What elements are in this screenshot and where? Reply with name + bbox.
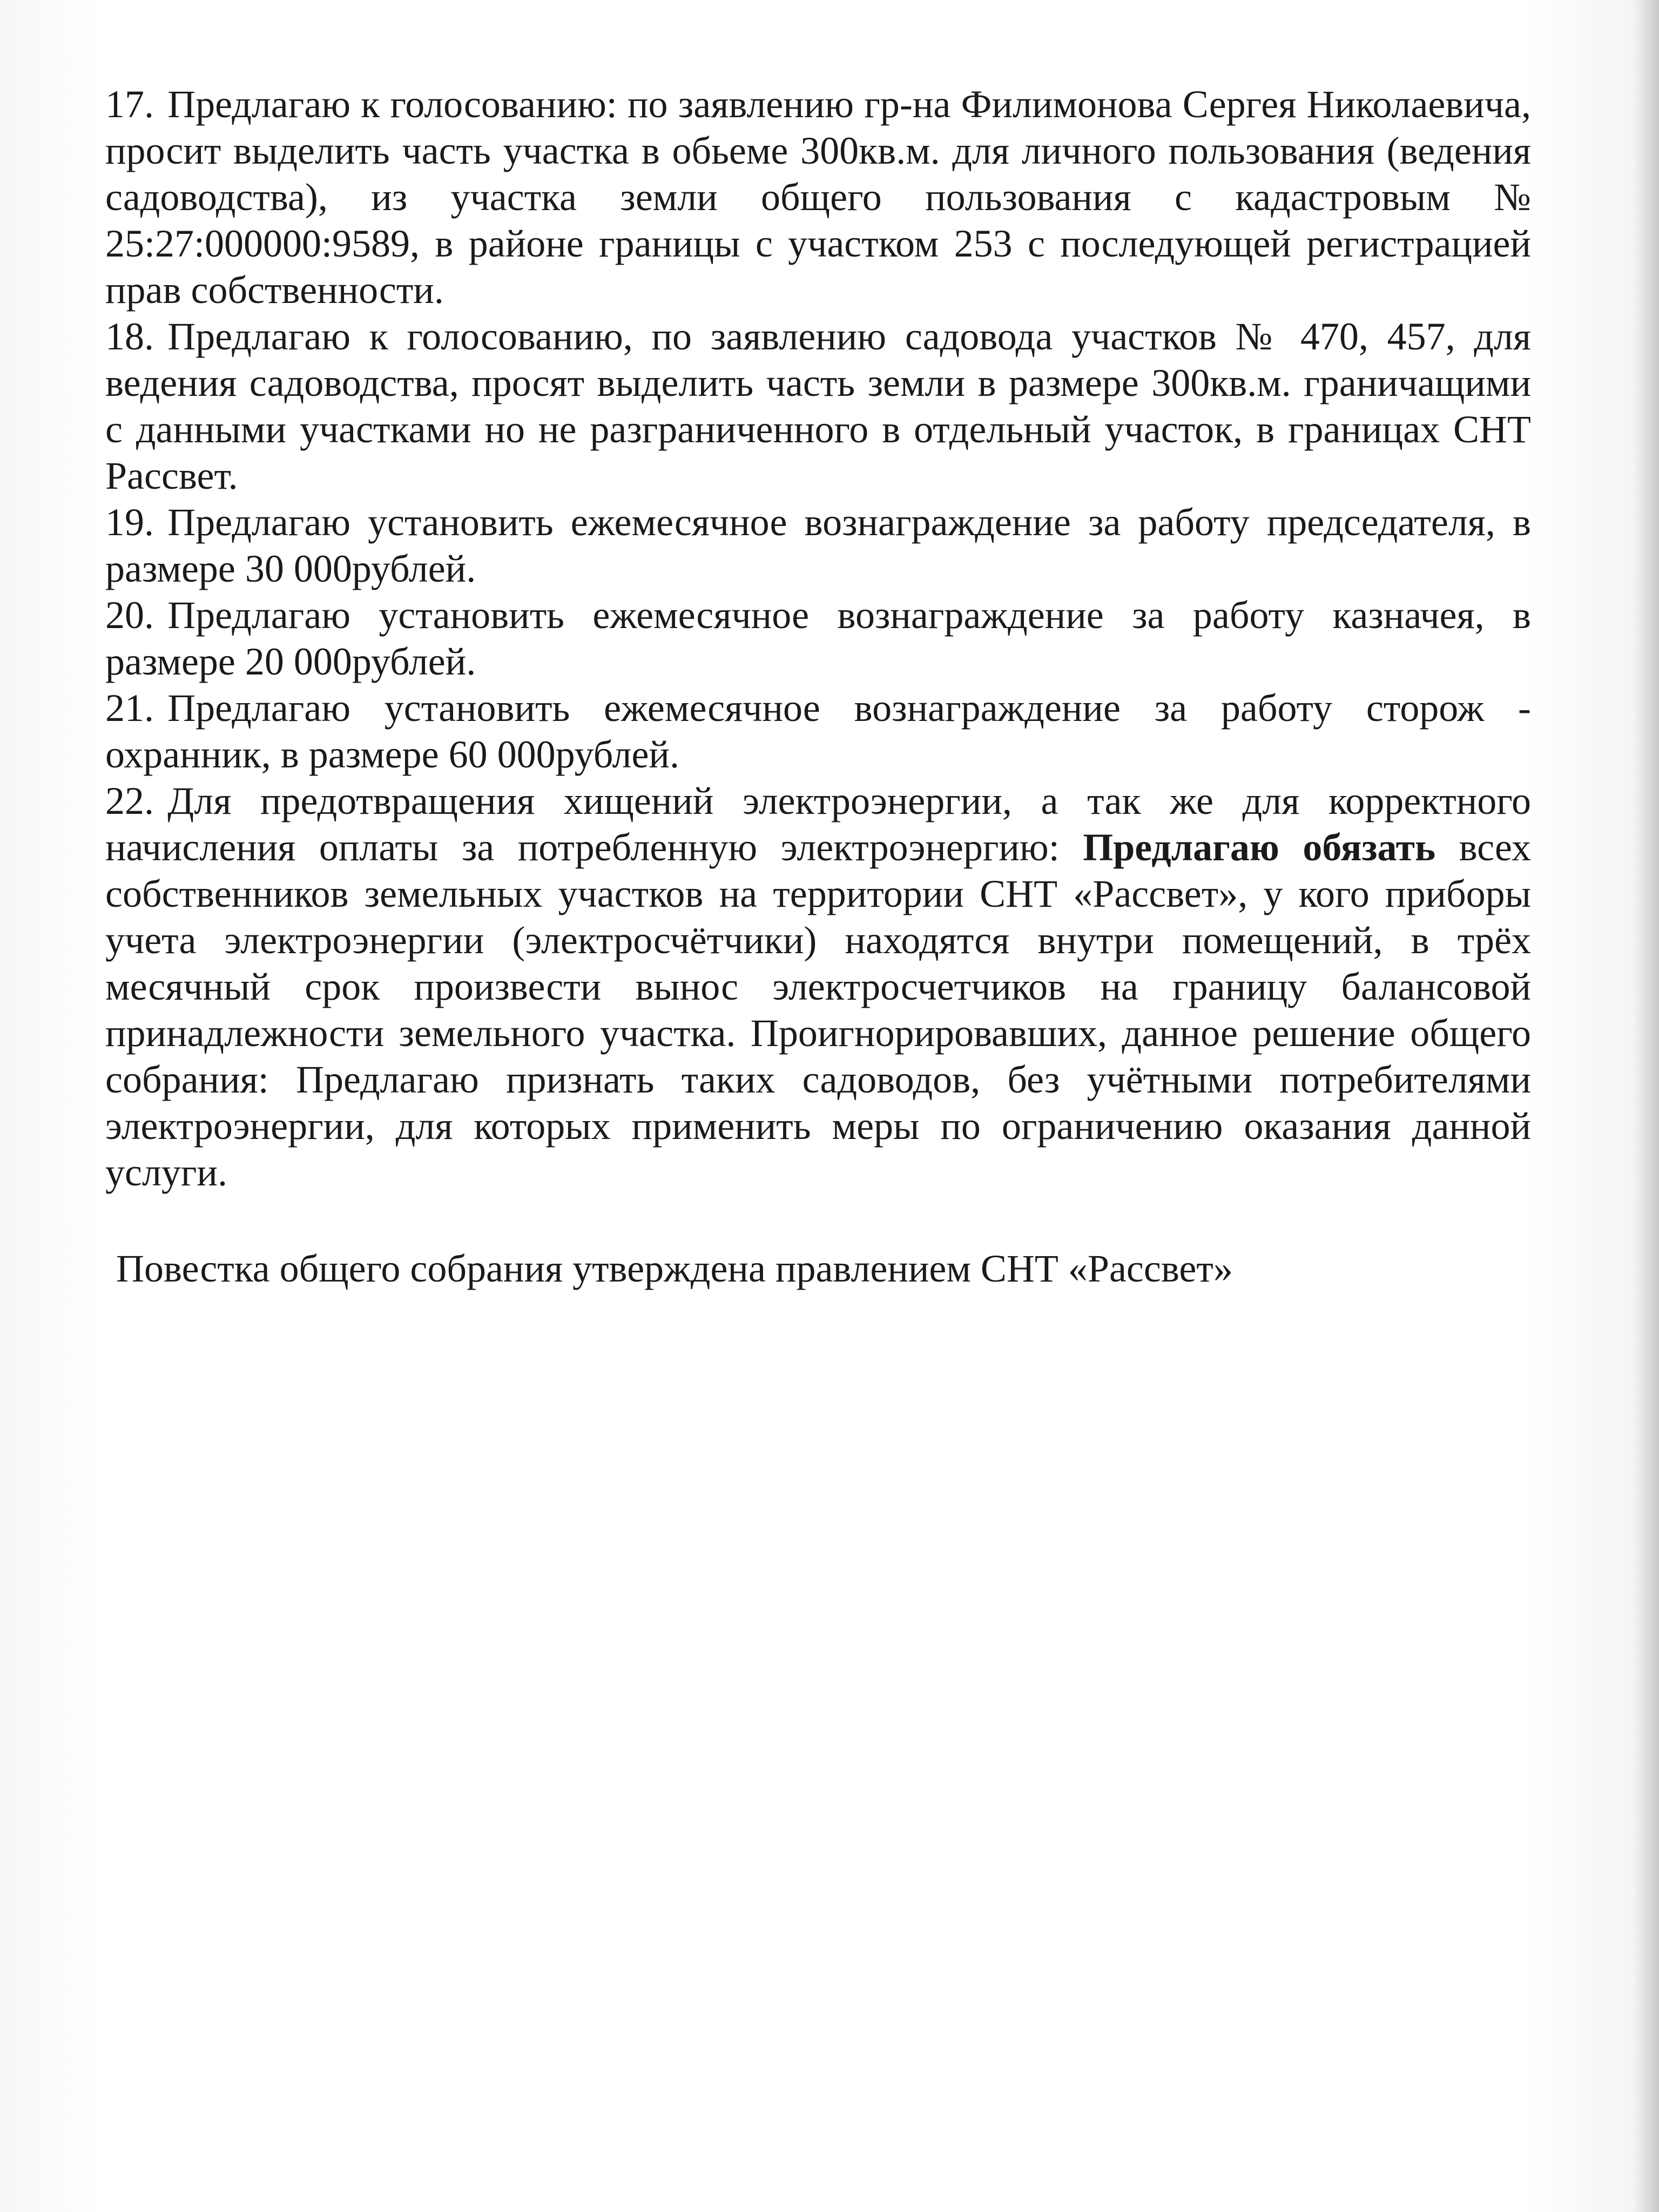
item-text: Предлагаю к голосованию: по заявлению гр-на Филимонова Сергея Николаевича, просит выделить часть участка в обьеме 300кв.м. для личного пользования (ведения садоводства), из участка земли общего пользования с кадастровым № 25:27:000000:9589, в районе границы с участком 253 с последующей регистрацией прав собственности. xyxy=(105,83,1531,312)
item-number: 22. xyxy=(105,779,154,822)
agenda-item-17 xyxy=(105,81,1531,313)
item-text-before: Для предотвращения хищений электроэнергии, а так же для корректного начисления оплаты за потребленную электроэнергию: xyxy=(105,779,1531,869)
item-text: Предлагаю к голосованию, по заявлению садовода участков № 470, 457, для ведения садоводства, просят выделить часть земли в размере 300кв.м. граничащими с данными участками но не разграниченного в отдельный участок, в границах СНТ Рассвет. xyxy=(105,315,1531,497)
agenda-item-22 xyxy=(105,778,1531,1196)
document-body xyxy=(105,81,1531,1292)
item-text: Предлагаю установить ежемесячное вознаграждение за работу председателя, в размере 30 000рублей. xyxy=(105,501,1531,590)
item-number: 19. xyxy=(105,501,154,544)
agenda-item-21 xyxy=(105,685,1531,778)
item-number: 17. xyxy=(105,83,154,126)
item-number: 18. xyxy=(105,315,154,358)
agenda-item-20 xyxy=(105,592,1531,685)
agenda-item-18 xyxy=(105,313,1531,499)
item-text-after: всех собственников земельных участков на территории СНТ «Рассвет», у кого приборы учета электроэнергии (электросчётчики) находятся внутри помещений, в трёх месячный срок произвести вынос электросчетчиков на границу балансовой принадлежности земельного участка. Проигнорировавших, данное решение общего собрания: Предлагаю признать таких садоводов, без учётными потребителями электроэнергии, для которых применить меры по ограничению оказания данной услуги. xyxy=(105,826,1531,1194)
agenda-item-19 xyxy=(105,499,1531,592)
item-text: Предлагаю установить ежемесячное вознаграждение за работу казначея, в размере 20 000рублей. xyxy=(105,594,1531,683)
item-text: Предлагаю установить ежемесячное вознаграждение за работу сторож - охранник, в размере 60 000рублей. xyxy=(105,686,1531,776)
item-number: 21. xyxy=(105,686,154,730)
item-bold-text: Предлагаю обязать xyxy=(1083,826,1436,869)
item-number: 20. xyxy=(105,594,154,637)
page-edge-shadow xyxy=(1633,0,1659,2212)
agenda-approval-statement: Повестка общего собрания утверждена правлением СНТ «Рассвет» xyxy=(116,1247,1233,1290)
